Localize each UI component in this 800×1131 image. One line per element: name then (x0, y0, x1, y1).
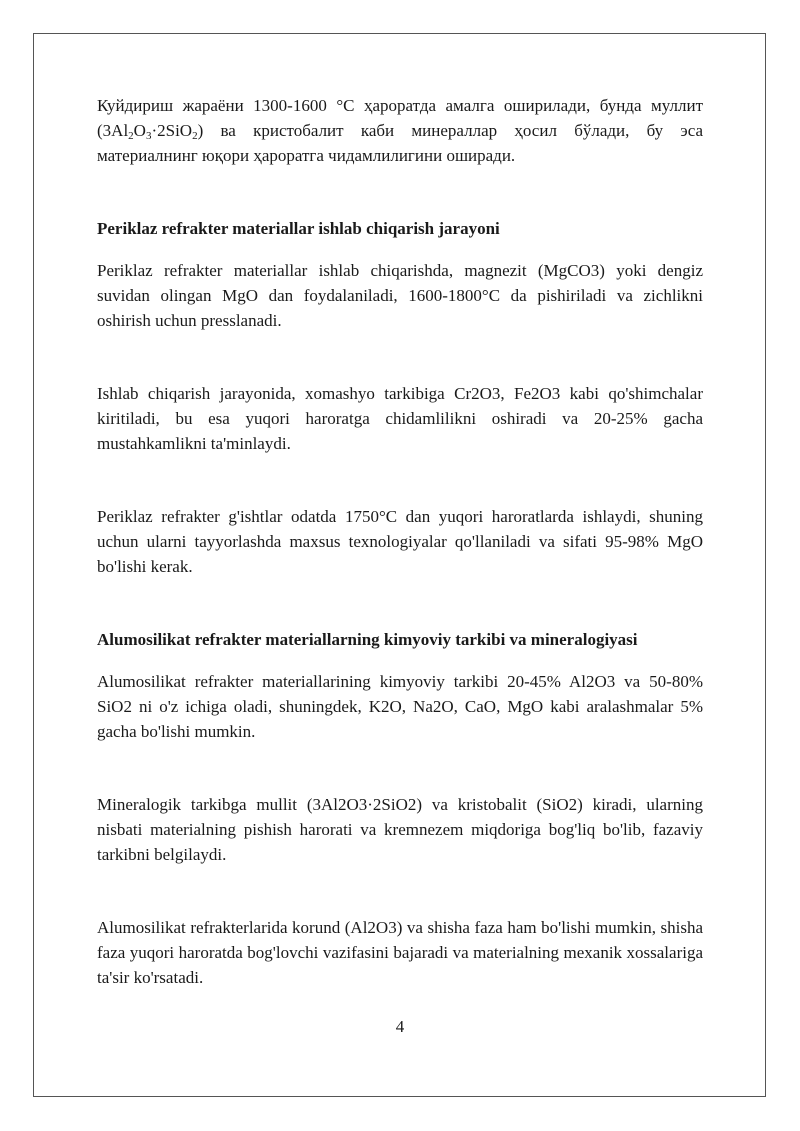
intro-paragraph: Куйдириш жараёни 1300-1600 °C ҳароратда амалга оширилади, бунда муллит $(3Al_2O_3\cdot 2SiO_2)$ ва кристобалит каби минераллар ҳосил бўлади, бу эса материалнинг юқори ҳароратга чидамлилигини оширади. (97, 96, 703, 165)
page-number: 4 (395, 1017, 405, 1036)
paragraph: Mineralogik tarkibga mullit (3Al2O3·2SiO2) va kristobalit (SiO2) kiradi, ularning nisbati materialning pishish harorati va kremnezem miqdoriga bog'liq bo'lib, fazaviy tarkibni belgilaydi. (97, 795, 703, 864)
paragraph: Periklaz refrakter materiallar ishlab chiqarishda, magnezit (MgCO3) yoki dengiz suvidan olingan MgO dan foydalaniladi, 1600-1800°C da pishiriladi va zichlikni oshirish uchun presslanadi. (97, 261, 703, 330)
section-heading-periklaz: Periklaz refrakter materiallar ishlab chiqarish jarayoni (97, 219, 500, 238)
paragraph: Alumosilikat refrakterlarida korund (Al2O3) va shisha faza ham bo'lishi mumkin, shisha faza yuqori haroratda bog'lovchi vazifasini bajaradi va materialning mexanik xossalariga ta'sir ko'rsatadi. (97, 918, 703, 987)
page-content (97, 93, 703, 990)
paragraph: Periklaz refrakter g'ishtlar odatda 1750°C dan yuqori haroratlarda ishlaydi, shuning uchun ularni tayyorlashda maxsus texnologiyalar qo'llaniladi va sifati 95-98% MgO bo'lishi kerak. (97, 507, 703, 576)
section-heading-alumosilikat: Alumosilikat refrakter materiallarning kimyoviy tarkibi va mineralogiyasi (97, 630, 638, 649)
paragraph: Alumosilikat refrakter materiallarining kimyoviy tarkibi 20-45% Al2O3 va 50-80% SiO2 ni o'z ichiga oladi, shuningdek, K2O, Na2O, CaO, MgO kabi aralashmalar 5% gacha bo'lishi mumkin. (97, 672, 703, 741)
paragraph: Ishlab chiqarish jarayonida, xomashyo tarkibiga Cr2O3, Fe2O3 kabi qo'shimchalar kiritiladi, bu esa yuqori haroratga chidamlilikni oshiradi va 20-25% gacha mustahkamlikni ta'minlaydi. (97, 384, 703, 453)
